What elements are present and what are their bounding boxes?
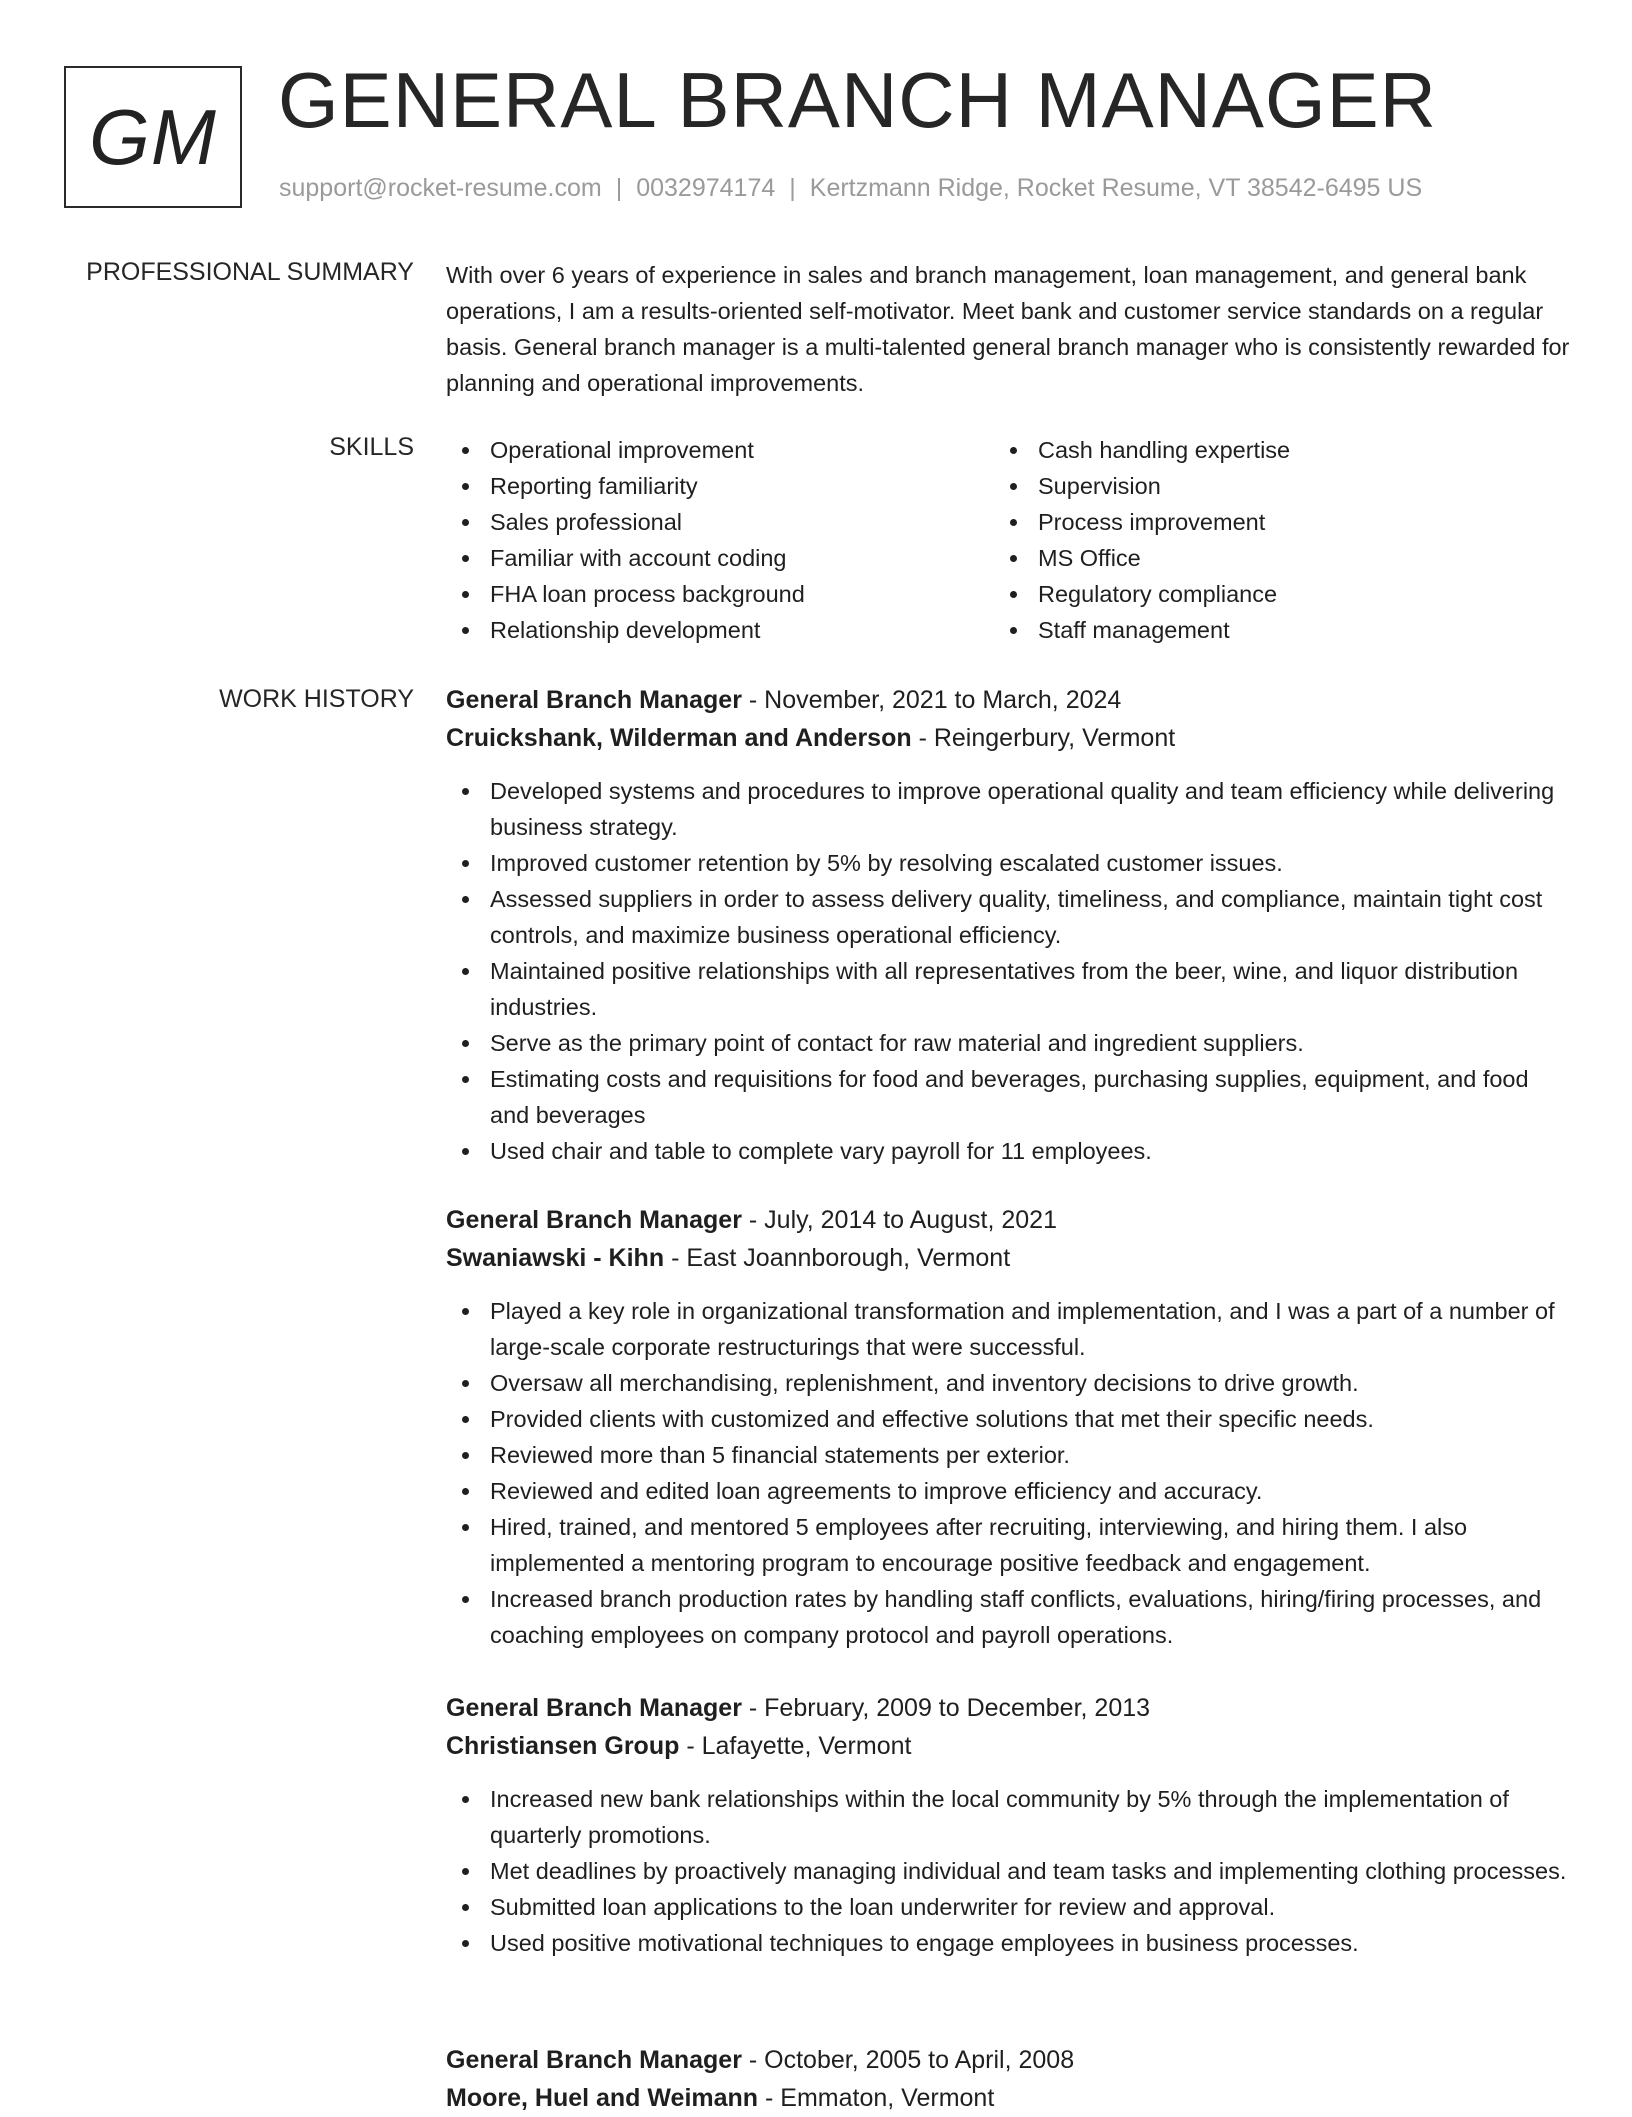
job-bullet: Hired, trained, and mentored 5 employees after recruiting, interviewing, and hiring them. I also implemented a mentoring program to encourage positive feedback and engagement. bbox=[446, 1509, 1571, 1581]
job-company-line bbox=[446, 1727, 1571, 1765]
job-bullet: Used positive motivational techniques to engage employees in business processes. bbox=[446, 1925, 1571, 1961]
job-bullet: Played a key role in organizational transformation and implementation, and I was a part of a number of large-scale corporate restructurings that were successful. bbox=[446, 1293, 1571, 1365]
contact-phone[interactable]: 0032974174 bbox=[636, 174, 776, 202]
monogram-initials: GM bbox=[89, 92, 217, 181]
contact-address: Kertzmann Ridge, Rocket Resume, VT 38542-6495 US bbox=[809, 174, 1423, 202]
job-location: - Reingerbury, Vermont bbox=[918, 724, 1176, 752]
skills-list-right bbox=[994, 432, 1542, 648]
job-entry bbox=[446, 681, 1571, 1169]
skill-item: Supervision bbox=[994, 468, 1542, 504]
job-bullet: Developed systems and procedures to improve operational quality and team efficiency while delivering business strategy. bbox=[446, 773, 1571, 845]
skills-list-left bbox=[446, 432, 994, 648]
job-bullet: Increased new bank relationships within the local community by 5% through the implementation of quarterly promotions. bbox=[446, 1781, 1571, 1853]
job-company: Swaniawski - Kihn bbox=[446, 1244, 665, 1272]
job-location: - Lafayette, Vermont bbox=[686, 1732, 912, 1760]
job-company: Christiansen Group bbox=[446, 1732, 680, 1760]
skills-section bbox=[446, 432, 1571, 648]
job-entry bbox=[446, 1689, 1571, 1961]
skill-item: Cash handling expertise bbox=[994, 432, 1542, 468]
job-entry bbox=[446, 2041, 1571, 2117]
job-bullet: Reviewed more than 5 financial statements per exterior. bbox=[446, 1437, 1571, 1473]
job-bullet: Increased branch production rates by handling staff conflicts, evaluations, hiring/firing processes, and coaching employees on company protocol and payroll operations. bbox=[446, 1581, 1571, 1653]
summary-label: PROFESSIONAL SUMMARY bbox=[86, 258, 414, 286]
job-company-line bbox=[446, 2079, 1571, 2117]
skill-item: FHA loan process background bbox=[446, 576, 994, 612]
job-dates: - October, 2005 to April, 2008 bbox=[748, 2046, 1075, 2074]
skill-item: Regulatory compliance bbox=[994, 576, 1542, 612]
work-history-label: WORK HISTORY bbox=[219, 685, 414, 713]
job-company: Moore, Huel and Weimann bbox=[446, 2084, 759, 2112]
skills-label: SKILLS bbox=[329, 433, 414, 461]
job-bullet: Assessed suppliers in order to assess delivery quality, timeliness, and compliance, maintain tight cost controls, and maximize business operational efficiency. bbox=[446, 881, 1571, 953]
job-bullet: Improved customer retention by 5% by resolving escalated customer issues. bbox=[446, 845, 1571, 881]
job-title-line bbox=[446, 2041, 1571, 2079]
job-bullets bbox=[446, 773, 1571, 1169]
job-company-line bbox=[446, 1239, 1571, 1277]
job-title-line bbox=[446, 1689, 1571, 1727]
job-company-line bbox=[446, 719, 1571, 757]
job-title: General Branch Manager bbox=[446, 1694, 742, 1722]
monogram-box bbox=[64, 66, 242, 208]
contact-email[interactable]: support@rocket-resume.com bbox=[279, 174, 602, 202]
skill-item: Staff management bbox=[994, 612, 1542, 648]
skill-item: Sales professional bbox=[446, 504, 994, 540]
skill-item: Relationship development bbox=[446, 612, 994, 648]
job-company: Cruickshank, Wilderman and Anderson bbox=[446, 724, 912, 752]
summary-text: With over 6 years of experience in sales and branch management, loan management, and general bank operations, I am a results-oriented self-motivator. Meet bank and customer service standards on a regular basis. General branch manager is a multi-talented general branch manager who is consistently rewarded for planning and operational improvements. bbox=[446, 262, 1570, 396]
contact-separator: | bbox=[789, 174, 796, 202]
job-bullet: Oversaw all merchandising, replenishment, and inventory decisions to drive growth. bbox=[446, 1365, 1571, 1401]
skill-item: Process improvement bbox=[994, 504, 1542, 540]
contact-separator: | bbox=[615, 174, 623, 202]
job-bullet: Serve as the primary point of contact for raw material and ingredient suppliers. bbox=[446, 1025, 1571, 1061]
resume-title: GENERAL BRANCH MANAGER bbox=[278, 56, 1437, 144]
skill-item: Reporting familiarity bbox=[446, 468, 994, 504]
job-bullet: Met deadlines by proactively managing individual and team tasks and implementing clothing processes. bbox=[446, 1853, 1571, 1889]
job-location: - East Joannborough, Vermont bbox=[671, 1244, 1011, 1272]
job-title: General Branch Manager bbox=[446, 1206, 742, 1234]
job-bullet: Reviewed and edited loan agreements to improve efficiency and accuracy. bbox=[446, 1473, 1571, 1509]
job-title: General Branch Manager bbox=[446, 686, 742, 714]
job-dates: - November, 2021 to March, 2024 bbox=[748, 686, 1122, 714]
job-bullet: Provided clients with customized and effective solutions that met their specific needs. bbox=[446, 1401, 1571, 1437]
skill-item: Familiar with account coding bbox=[446, 540, 994, 576]
skill-item: MS Office bbox=[994, 540, 1542, 576]
job-bullets bbox=[446, 1781, 1571, 1961]
job-entry bbox=[446, 1201, 1571, 1653]
contact-line bbox=[279, 174, 1422, 203]
job-bullets bbox=[446, 1293, 1571, 1653]
job-bullet: Estimating costs and requisitions for food and beverages, purchasing supplies, equipment, and food and beverages bbox=[446, 1061, 1571, 1133]
job-bullet: Used chair and table to complete vary payroll for 11 employees. bbox=[446, 1133, 1571, 1169]
skill-item: Operational improvement bbox=[446, 432, 994, 468]
job-dates: - February, 2009 to December, 2013 bbox=[748, 1694, 1151, 1722]
job-dates: - July, 2014 to August, 2021 bbox=[748, 1206, 1057, 1234]
job-title-line bbox=[446, 681, 1571, 719]
job-title-line bbox=[446, 1201, 1571, 1239]
job-location: - Emmaton, Vermont bbox=[765, 2084, 995, 2112]
summary-section bbox=[446, 257, 1571, 401]
job-bullet: Submitted loan applications to the loan underwriter for review and approval. bbox=[446, 1889, 1571, 1925]
job-title: General Branch Manager bbox=[446, 2046, 742, 2074]
job-bullet: Maintained positive relationships with all representatives from the beer, wine, and liquor distribution industries. bbox=[446, 953, 1571, 1025]
